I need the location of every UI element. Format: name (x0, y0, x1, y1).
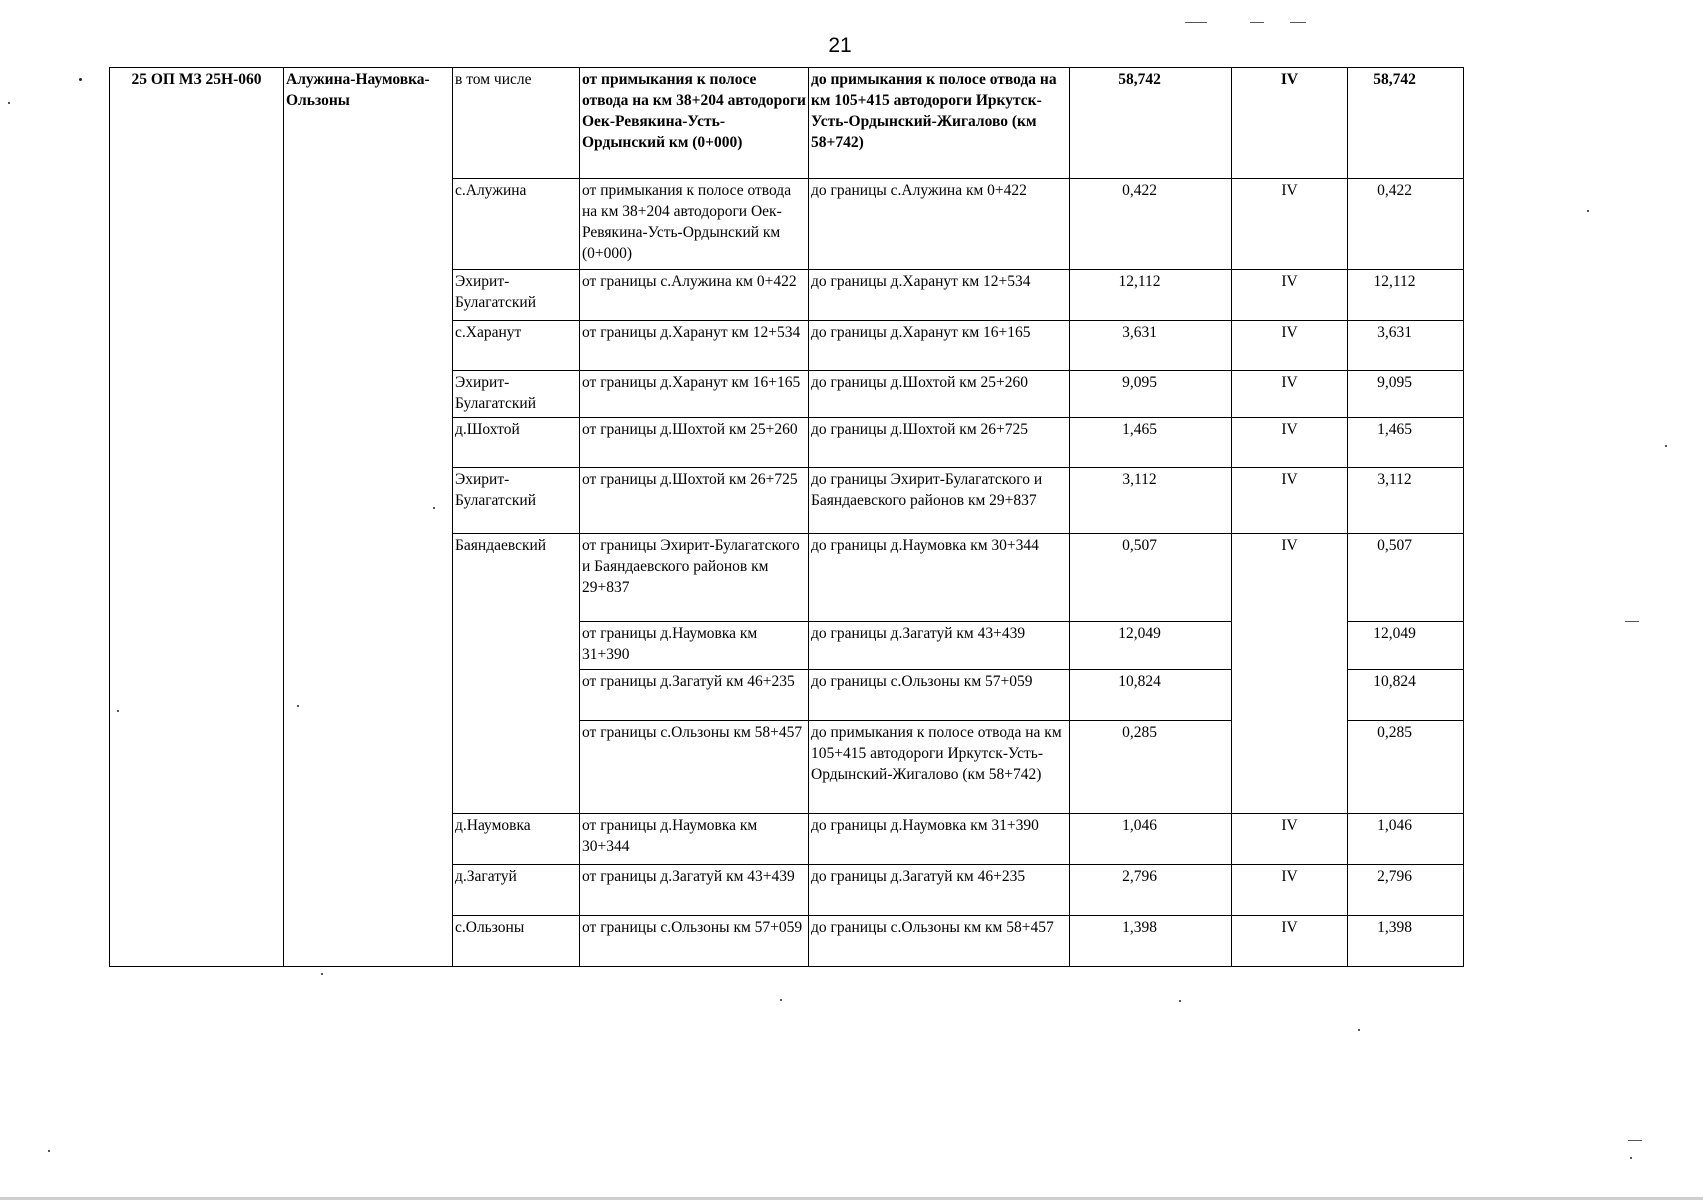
total-cell: 12,112 (1348, 270, 1464, 321)
district-cell: д.Шохтой (453, 418, 580, 468)
scan-mark (1250, 22, 1264, 23)
total-cell: 12,049 (1348, 622, 1464, 670)
category-cell: IV (1232, 68, 1348, 179)
scan-speck (297, 705, 299, 707)
from-cell: от границы д.Шохтой км 26+725 (580, 468, 809, 534)
to-cell: до границы с.Ользоны км км 58+457 (809, 916, 1070, 967)
to-cell: до границы д.Харанут км 16+165 (809, 321, 1070, 371)
length-cell: 12,049 (1070, 622, 1232, 670)
total-cell: 10,824 (1348, 670, 1464, 721)
length-cell: 0,507 (1070, 534, 1232, 622)
scan-speck (321, 973, 323, 975)
district-cell: с.Алужина (453, 179, 580, 270)
to-cell: до границы с.Ользоны км 57+059 (809, 670, 1070, 721)
total-cell: 2,796 (1348, 865, 1464, 916)
total-cell: 0,507 (1348, 534, 1464, 622)
scan-speck (1630, 1157, 1632, 1159)
district-cell: Эхирит-Булагатский (453, 371, 580, 418)
length-cell: 2,796 (1070, 865, 1232, 916)
to-cell: до границы д.Наумовка км 30+344 (809, 534, 1070, 622)
category-cell: IV (1232, 418, 1348, 468)
to-cell: до границы д.Наумовка км 31+390 (809, 814, 1070, 865)
from-cell: от примыкания к полосе отвода на км 38+204 автодороги Оек-Ревякина-Усть-Ордынский км (0+000) (580, 179, 809, 270)
scan-mark (1628, 1140, 1642, 1141)
scan-mark (1290, 22, 1306, 23)
from-cell: от границы Эхирит-Булагатского и Баяндаевского районов км 29+837 (580, 534, 809, 622)
district-cell: д.Наумовка (453, 814, 580, 865)
scan-speck (1179, 1000, 1181, 1002)
district-cell: в том числе (453, 68, 580, 179)
scan-speck (79, 78, 82, 81)
to-cell: до границы Эхирит-Булагатского и Баяндаевского районов км 29+837 (809, 468, 1070, 534)
category-cell: IV (1232, 270, 1348, 321)
length-cell: 0,422 (1070, 179, 1232, 270)
length-cell: 9,095 (1070, 371, 1232, 418)
scan-speck (1587, 210, 1589, 212)
road-name-cell: Алужина-Наумовка-Ользоны (284, 68, 453, 967)
scan-speck (780, 999, 782, 1001)
scan-mark (1625, 621, 1639, 622)
from-cell: от границы д.Загатуй км 43+439 (580, 865, 809, 916)
length-cell: 10,824 (1070, 670, 1232, 721)
scan-speck (1358, 1029, 1360, 1031)
total-cell: 58,742 (1348, 68, 1464, 179)
length-cell: 3,631 (1070, 321, 1232, 371)
total-cell: 1,398 (1348, 916, 1464, 967)
to-cell: до границы д.Загатуй км 43+439 (809, 622, 1070, 670)
total-cell: 9,095 (1348, 371, 1464, 418)
district-cell: с.Харанут (453, 321, 580, 371)
category-cell: IV (1232, 534, 1348, 814)
length-cell: 1,046 (1070, 814, 1232, 865)
scan-mark (1185, 22, 1207, 23)
category-cell: IV (1232, 814, 1348, 865)
category-cell: IV (1232, 321, 1348, 371)
scan-speck (8, 102, 10, 104)
category-cell: IV (1232, 179, 1348, 270)
to-cell: до границы д.Харанут км 12+534 (809, 270, 1070, 321)
to-cell: до границы с.Алужина км 0+422 (809, 179, 1070, 270)
from-cell: от границы с.Ользоны км 57+059 (580, 916, 809, 967)
from-cell: от примыкания к полосе отвода на км 38+204 автодороги Оек-Ревякина-Усть-Ордынский км (0+000) (580, 68, 809, 179)
from-cell: от границы д.Наумовка км 30+344 (580, 814, 809, 865)
length-cell: 12,112 (1070, 270, 1232, 321)
to-cell: до примыкания к полосе отвода на км 105+415 автодороги Иркутск-Усть-Ордынский-Жигалово (км 58+742) (809, 68, 1070, 179)
length-cell: 1,465 (1070, 418, 1232, 468)
total-cell: 3,631 (1348, 321, 1464, 371)
district-cell: Баяндаевский (453, 534, 580, 814)
scan-speck (117, 710, 119, 712)
from-cell: от границы д.Шохтой км 25+260 (580, 418, 809, 468)
length-cell: 3,112 (1070, 468, 1232, 534)
from-cell: от границы д.Харанут км 12+534 (580, 321, 809, 371)
scan-speck (48, 1150, 50, 1152)
district-cell: Эхирит-Булагатский (453, 468, 580, 534)
total-cell: 0,285 (1348, 721, 1464, 814)
page-number: 21 (828, 34, 852, 57)
length-cell: 58,742 (1070, 68, 1232, 179)
district-cell: Эхирит-Булагатский (453, 270, 580, 321)
to-cell: до примыкания к полосе отвода на км 105+415 автодороги Иркутск-Усть-Ордынский-Жигалово (км 58+742) (809, 721, 1070, 814)
total-cell: 0,422 (1348, 179, 1464, 270)
total-cell: 1,046 (1348, 814, 1464, 865)
to-cell: до границы д.Загатуй км 46+235 (809, 865, 1070, 916)
category-cell: IV (1232, 865, 1348, 916)
length-cell: 1,398 (1070, 916, 1232, 967)
length-cell: 0,285 (1070, 721, 1232, 814)
road-code-cell: 25 ОП МЗ 25Н-060 (110, 68, 284, 967)
to-cell: до границы д.Шохтой км 25+260 (809, 371, 1070, 418)
from-cell: от границы д.Наумовка км 31+390 (580, 622, 809, 670)
category-cell: IV (1232, 371, 1348, 418)
district-cell: д.Загатуй (453, 865, 580, 916)
from-cell: от границы д.Загатуй км 46+235 (580, 670, 809, 721)
from-cell: от границы д.Харанут км 16+165 (580, 371, 809, 418)
category-cell: IV (1232, 468, 1348, 534)
road-segments-table (109, 67, 1464, 967)
district-cell: с.Ользоны (453, 916, 580, 967)
from-cell: от границы с.Алужина км 0+422 (580, 270, 809, 321)
to-cell: до границы д.Шохтой км 26+725 (809, 418, 1070, 468)
scan-speck (433, 507, 435, 509)
table-row (110, 68, 1464, 179)
total-cell: 3,112 (1348, 468, 1464, 534)
category-cell: IV (1232, 916, 1348, 967)
from-cell: от границы с.Ользоны км 58+457 (580, 721, 809, 814)
scan-speck (1665, 445, 1667, 447)
total-cell: 1,465 (1348, 418, 1464, 468)
